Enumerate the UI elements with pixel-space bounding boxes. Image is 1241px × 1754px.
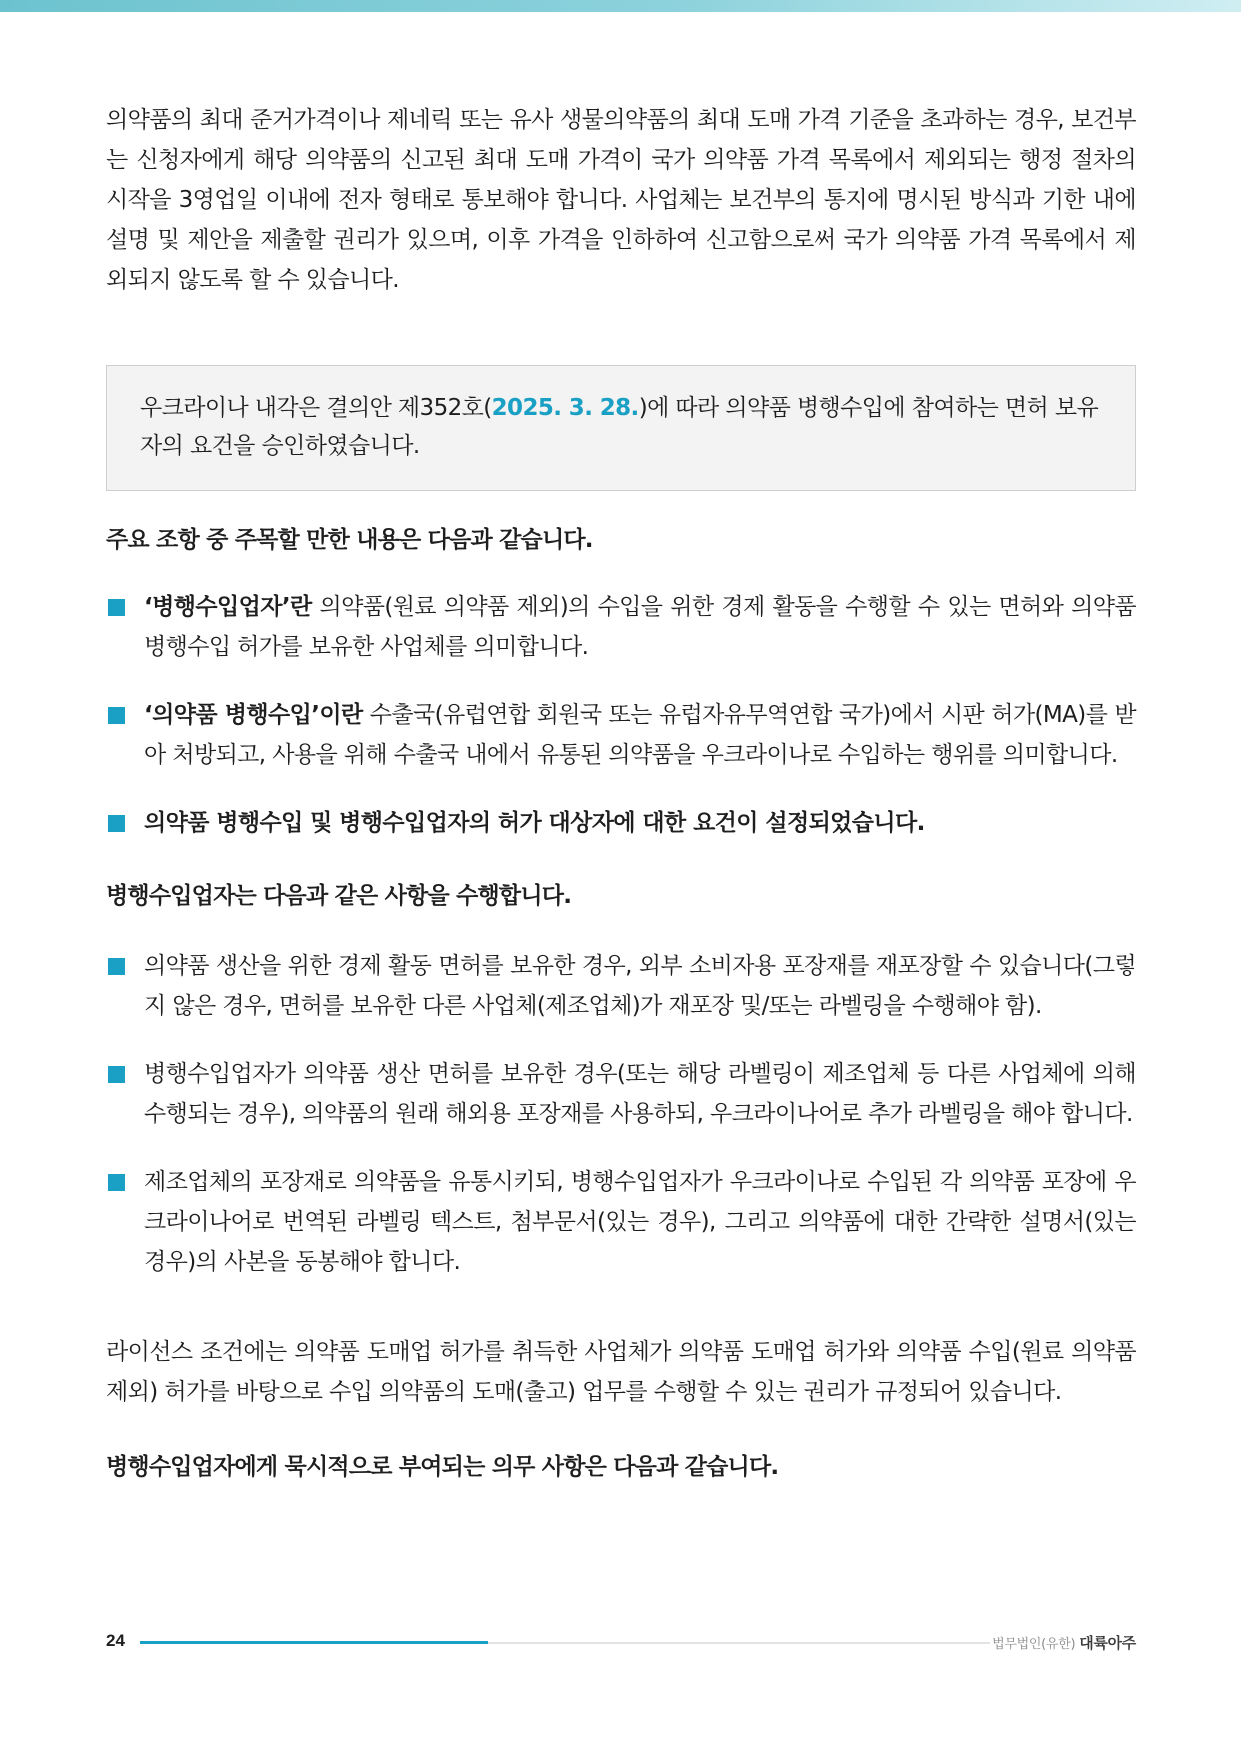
requirements-item bbox=[106, 803, 1136, 843]
page-number: 24 bbox=[106, 1631, 125, 1650]
requirements-text: 의약품 병행수입 및 병행수입업자의 허가 대상자에 대한 요건이 설정되었습니다. bbox=[144, 810, 925, 836]
square-bullet-icon bbox=[108, 599, 125, 616]
callout-date: 2025. 3. 28. bbox=[491, 395, 639, 421]
footer-divider-accent bbox=[140, 1641, 488, 1644]
intro-paragraph: 의약품의 최대 준거가격이나 제네릭 또는 유사 생물의약품의 최대 도매 가격 기준을 초과하는 경우, 보건부는 신청자에게 해당 의약품의 신고된 최대 도매 가격이 국가 의약품 가격 목록에서 제외되는 행정 절차의 시작을 3영업일 이내에 전자 형태로 통보해야 합니다. 사업체는 보건부의 통지에 명시된 방식과 기한 내에 설명 및 제안을 제출할 권리가 있으며, 이후 가격을 인하하여 신고함으로써 국가 의약품 가격 목록에서 제외되지 않도록 할 수 있습니다. bbox=[106, 107, 1136, 293]
duty-item bbox=[106, 1054, 1136, 1134]
license-paragraph: 라이선스 조건에는 의약품 도매업 허가를 취득한 사업체가 의약품 도매업 허가와 의약품 수입(원료 의약품 제외) 허가를 바탕으로 수입 의약품의 도매(출고) 업무를 수행할 수 있는 권리가 규정되어 있습니다. bbox=[106, 1339, 1136, 1405]
page-footer bbox=[106, 1631, 1136, 1655]
duty-item bbox=[106, 1162, 1136, 1282]
top-accent-bar bbox=[0, 0, 1241, 12]
page-content bbox=[106, 100, 1136, 1484]
duty-item bbox=[106, 946, 1136, 1026]
duty-text: 병행수입업자가 의약품 생산 면허를 보유한 경우(또는 해당 라벨링이 제조업체 등 다른 사업체에 의해 수행되는 경우), 의약품의 원래 해외용 포장재를 사용하되, 우크라이나어로 추가 라벨링을 해야 합니다. bbox=[144, 1061, 1136, 1127]
definition-item bbox=[106, 695, 1136, 775]
firm-prefix: 법무법인(유한) bbox=[992, 1637, 1076, 1652]
section-heading-duties: 병행수입업자는 다음과 같은 사항을 수행합니다. bbox=[106, 883, 572, 909]
firm-name: 대륙아주 bbox=[1079, 1634, 1136, 1652]
section-heading-key-provisions: 주요 조항 중 주목할 만한 내용은 다음과 같습니다. bbox=[106, 527, 593, 553]
square-bullet-icon bbox=[108, 1066, 125, 1083]
callout-text-before: 우크라이나 내각은 결의안 제352호( bbox=[140, 395, 492, 421]
definition-text: 의약품(원료 의약품 제외)의 수입을 위한 경제 활동을 수행할 수 있는 면허와 의약품 병행수입 허가를 보유한 사업체를 의미합니다. bbox=[144, 594, 1136, 660]
definition-term: ‘의약품 병행수입’이란 bbox=[144, 702, 363, 728]
square-bullet-icon bbox=[108, 815, 125, 832]
square-bullet-icon bbox=[108, 1174, 125, 1191]
section-heading-implied-obligations: 병행수입업자에게 묵시적으로 부여되는 의무 사항은 다음과 같습니다. bbox=[106, 1454, 779, 1480]
square-bullet-icon bbox=[108, 707, 125, 724]
square-bullet-icon bbox=[108, 958, 125, 975]
definition-item bbox=[106, 587, 1136, 667]
definition-term: ‘병행수입업자’란 bbox=[144, 594, 312, 620]
firm-logo bbox=[992, 1632, 1136, 1653]
definition-text: 수출국(유럽연합 회원국 또는 유럽자유무역연합 국가)에서 시판 허가(MA)를 받아 처방되고, 사용을 위해 수출국 내에서 유통된 의약품을 우크라이나로 수입하는 행위를 의미합니다. bbox=[144, 702, 1136, 768]
duty-text: 제조업체의 포장재로 의약품을 유통시키되, 병행수입업자가 우크라이나로 수입된 각 의약품 포장에 우크라이나어로 번역된 라벨링 텍스트, 첨부문서(있는 경우), 그리고 의약품에 대한 간략한 설명서(있는 경우)의 사본을 동봉해야 합니다. bbox=[144, 1169, 1136, 1275]
duty-text: 의약품 생산을 위한 경제 활동 면허를 보유한 경우, 외부 소비자용 포장재를 재포장할 수 있습니다(그렇지 않은 경우, 면허를 보유한 다른 사업체(제조업체)가 재포장 및/또는 라벨링을 수행해야 함). bbox=[144, 953, 1136, 1019]
callout-box bbox=[106, 365, 1136, 491]
callout-text-after: )에 따라 의약품 병행수입에 참여하는 면허 보유자의 요건을 승인하였습니다. bbox=[140, 395, 1099, 459]
